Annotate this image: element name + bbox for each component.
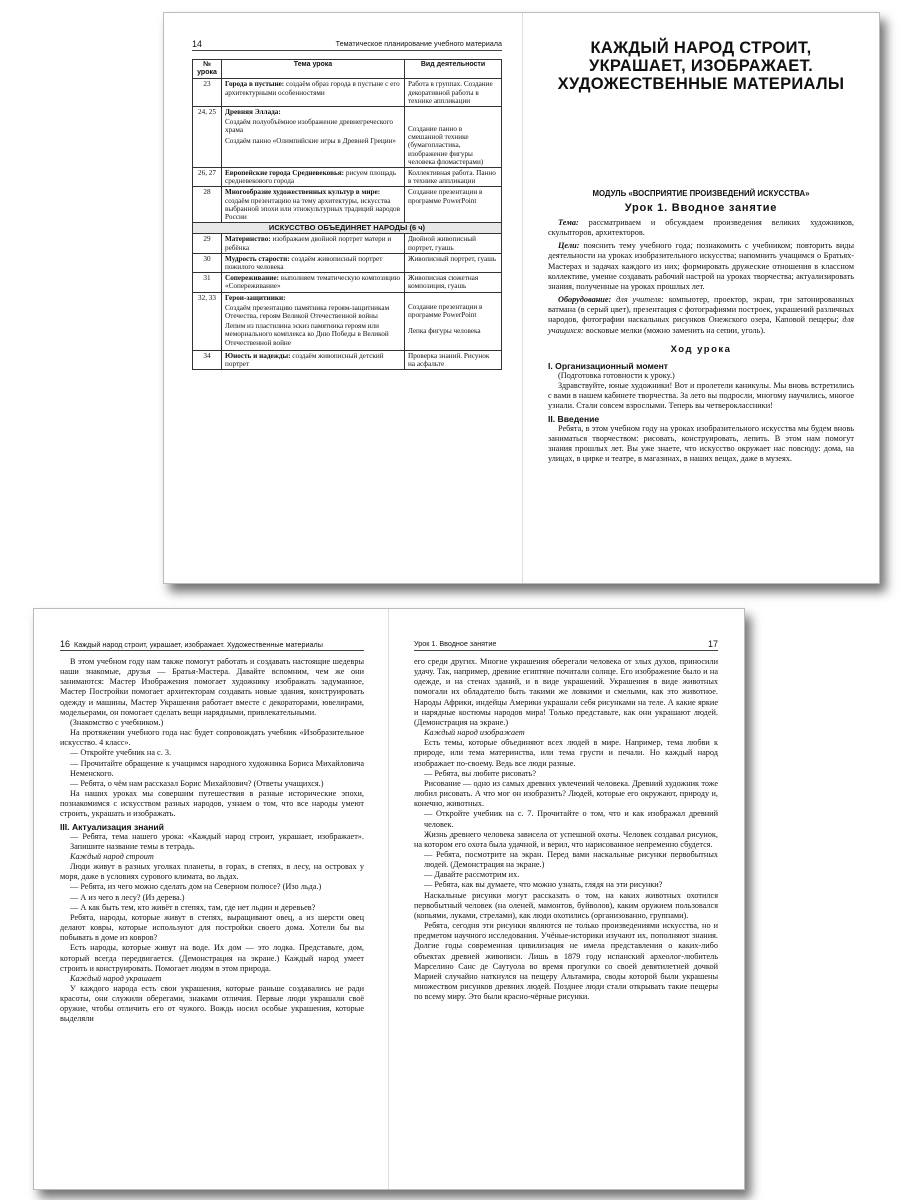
celi-label: Цели: xyxy=(558,241,580,251)
topic-title: Герои-защитники: xyxy=(225,293,286,302)
chapter-title: КАЖДЫЙ НАРОД СТРОИТ, УКРАШАЕТ, ИЗОБРАЖАЕТ. ХУДОЖЕСТВЕННЫЕ МАТЕРИАЛЫ xyxy=(557,39,845,93)
lesson-topic xyxy=(222,187,405,223)
page-17-header xyxy=(414,639,718,651)
lesson-activity: Проверка знаний. Рисунок на асфальте xyxy=(405,350,502,369)
dialogue-line: — Откройте учебник на с. 3. xyxy=(70,748,172,758)
page-17-text xyxy=(414,657,718,1002)
lesson-title: Урок 1. Вводное занятие xyxy=(624,202,778,214)
paragraph: В этом учебном году нам также помогут работать и создавать настоящие шедевры наши знакомые, друзья — Братья-Мастера. Давайте вспомним, чем же они занимаются: Мастер Изображения помогает художнику изображать задуманное, Мастер Постройки помогает архитекторам создавать новые здания, конструировать одежду и машины, Мастер Украшения работает вместе с декораторами, ювелирами, модельерами, он помогает сделать вещи нарядными, привлекательными. xyxy=(60,657,364,717)
topic-title: Мудрость старости: xyxy=(225,254,290,263)
section-heading: I. Организационный момент xyxy=(548,360,668,371)
lesson-number: 28 xyxy=(193,187,222,223)
lesson-activity: Работа в группах. Создание декоративной работы в технике аппликации xyxy=(405,79,502,107)
paragraph: (Подготовка готовности к уроку.) xyxy=(558,370,675,380)
paragraph: Ребята, народы, которые живут в степях, выращивают овец, а из шерсти овец делают ковры, которые используют для постройки своего дома. Хотели бы вы побывать в доме из ковров? xyxy=(60,912,364,943)
dialogue-line: — Ребята, посмотрите на экран. Перед вами наскальные рисунки первобытных людей. (Демонстрация на экране.) xyxy=(424,849,718,870)
lesson-topic xyxy=(222,350,405,369)
lesson-number: 31 xyxy=(193,273,222,292)
paragraph: У каждого народа есть свои украшения, которые раньше создавались не ради красоты, они служили оберегами, знаками отличия. Первые люди украшали своё оружие, чтобы отличить его от чужого. Вождь носил особые украшения, которые выделяли xyxy=(60,984,364,1024)
lesson-number: 30 xyxy=(193,253,222,272)
table-row xyxy=(193,187,502,223)
table-row xyxy=(193,107,502,168)
table-header: № урока xyxy=(193,60,222,79)
section-heading: II. Введение xyxy=(548,413,600,424)
topic-text: выполняем тематическую композицию «Сопереживание» xyxy=(225,274,401,291)
topic-text: Создаём полуобъёмное изображение древнегреческого храма xyxy=(225,118,393,135)
module-title: МОДУЛЬ «ВОСПРИЯТИЕ ПРОИЗВЕДЕНИЙ ИСКУССТВА» xyxy=(592,189,810,198)
paragraph: Наскальные рисунки могут рассказать о том, на каких животных охотился первобытный человек (на оленей, мамонтов, буйволов), каким оружием пользовался (копьями, луками, стрелами), как люди охотились (организованно, группами). xyxy=(414,890,718,920)
lesson-plan-table xyxy=(192,59,502,370)
page-15 xyxy=(548,39,854,583)
dialogue-line: — Прочитайте обращение к учащимся народного художника Бориса Михайловича Неменского. xyxy=(70,758,364,778)
page-14-header xyxy=(192,39,502,51)
lesson-topic xyxy=(222,79,405,107)
running-head: Тематическое планирование учебного материала xyxy=(335,39,502,48)
tema-text: рассматриваем и обсуждаем произведения великих художников, скульпторов, архитекторов. xyxy=(548,218,854,238)
equipment-label: Оборудование: xyxy=(558,295,612,305)
paragraph: Люди живут в разных уголках планеты, в горах, в степях, в лесу, на островах у моря, даже в условиях сурового климата, во льдах. xyxy=(60,862,364,882)
topic-title: Древняя Эллада: xyxy=(225,108,281,117)
page-16-header xyxy=(60,639,364,651)
dialogue-line: — Ребята, вы любите рисовать? xyxy=(424,768,537,778)
dialogue-line: — А как быть тем, кто живёт в степях, там, где нет льдин и деревьев? xyxy=(70,902,316,912)
paragraph: Есть темы, которые объединяют всех людей в мире. Например, тема любви к природе, или тема материнства, или тема грусти и печали. Но каждый народ изображает по-своему. Ведь все люди разные. xyxy=(414,738,718,768)
page-16 xyxy=(60,639,364,1189)
topic-title: Города в пустыне: xyxy=(225,80,285,89)
subheading: Каждый народ украшает xyxy=(70,973,162,983)
paragraph: Рисование — одно из самых древних увлечений человека. Древний художник тоже любил рисовать. А что мог он изобразить? Людей, которые его окружают, природу и, конечно, животных. xyxy=(414,778,718,809)
table-row xyxy=(193,79,502,107)
bottom-spread xyxy=(33,608,745,1190)
equipment-text: компьютер, проектор, экран, три затонированных ватмана (в серый цвет), презентация с фотографиями построек, украшений различных народов, фотографии наскальных рисунков Онежского озера, Каповой пещеры; xyxy=(548,295,855,325)
paragraph: Здравствуйте, юные художники! Вот и пролетели каникулы. Мы вновь встретились с вами в нашем кабинете творчества. За лето вы подросли, многому научились, многое узнали. Стали совсем взрослыми. Теперь вы четвероклассники! xyxy=(548,381,854,411)
top-spread xyxy=(163,12,880,584)
tema-label: Тема: xyxy=(558,218,579,227)
lesson-topic xyxy=(222,292,405,350)
lesson-number: 24, 25 xyxy=(193,107,222,168)
paragraph: Ребята, в этом учебном году на уроках изобразительного искусства мы будем вновь заниматься творчеством: рисовать, конструировать, лепить. В этом нам помогут знания прошлых лет. Вы уже знаете, что искусство окружает нас повсюду: дома, на улицах, в цирке и театре, в магазинах, в наших вещах, даже в музеях. xyxy=(548,423,854,464)
paragraph: На протяжении учебного года нас будет сопровождать учебник «Изобразительное искусство. 4 класс». xyxy=(60,728,364,748)
table-row xyxy=(193,234,502,253)
paragraph: (Знакомство с учебником.) xyxy=(70,717,164,727)
page-17 xyxy=(414,639,718,1189)
table-row xyxy=(193,168,502,187)
topic-text: создаём образ города в пустыне с его архитектурными особенностями xyxy=(225,80,400,97)
lesson-number: 23 xyxy=(193,79,222,107)
table-header: Тема урока xyxy=(222,60,405,79)
lesson-number: 29 xyxy=(193,234,222,253)
celi-text: пояснить тему учебного года; познакомить с учебником; повторить виды деятельности на уроках изобразительного искусства; напомнить учащимся о Братьях-Мастерах и задачах каждого из них; формировать дружеские отношения в классном коллективе, умение создавать рабочий настрой на уроках творчества; актуализировать знания, полученные на уроках прошлых лет. xyxy=(548,241,854,291)
dialogue-line: — Откройте учебник на с. 7. Прочитайте о том, что и как изображал древний человек. xyxy=(424,809,718,829)
lesson-activity: Двойной живописный портрет, гуашь xyxy=(405,234,502,253)
lesson-intro xyxy=(548,218,854,336)
running-head: Каждый народ строит, украшает, изображает. Художественные материалы xyxy=(74,640,323,649)
paragraph: Есть народы, которые живут на воде. Их дом — это лодка. Представьте, дом, который всегда передвигается. (Демонстрация на экране.) Каждый народ умеет строить и конструировать. Помогает людям в этом природа. xyxy=(60,943,364,973)
dialogue-line: — Ребята, из чего можно сделать дом на Северном полюсе? (Изо льда.) xyxy=(70,882,322,892)
topic-text: Лепим из пластилина эскиз памятника героям или мемориального комплекса ко Дню Победы в Великой Отечественной войне xyxy=(225,322,389,347)
dialogue-line: — Ребята, как вы думаете, что можно узнать, глядя на эти рисунки? xyxy=(424,880,663,890)
lesson-activity: Живописный портрет, гуашь xyxy=(405,253,502,272)
lesson-activity: Коллективная работа. Панно в технике аппликации xyxy=(405,168,502,187)
topic-text: Создаём панно «Олимпийские игры в Древней Греции» xyxy=(225,136,397,145)
lesson-topic xyxy=(222,253,405,272)
page-16-text xyxy=(60,657,364,1025)
course-heading: Ход урока xyxy=(670,343,732,355)
page-number: 16 xyxy=(60,639,71,649)
page-14 xyxy=(192,39,502,583)
equipment-students: для учащихся: xyxy=(548,315,855,335)
section-row xyxy=(193,223,502,234)
topic-title: Юность и надежды: xyxy=(225,351,291,360)
page-gutter xyxy=(522,13,523,583)
lesson-body xyxy=(548,361,854,465)
topic-text: создаём живописный детский портрет xyxy=(225,351,384,369)
table-header: Вид деятельности xyxy=(405,60,502,79)
topic-text: Создаём презентацию памятника героям-защитникам Отечества, героям Великой Отечественной войны xyxy=(225,303,390,321)
table-row xyxy=(193,292,502,350)
lesson-activity: Создание презентации в программе PowerPoint xyxy=(405,187,502,223)
lesson-topic xyxy=(222,273,405,292)
dialogue-line: — Ребята, тема нашего урока: «Каждый народ строит, украшает, изображает». Запишите название темы в тетрадь. xyxy=(70,831,364,851)
page-number: 17 xyxy=(707,639,718,649)
paragraph: На наших уроках мы совершим путешествия в разные исторические эпохи, познакомимся с искусством разных народов, узнаем о том, что все народы умеют строить, украшать и изображать. xyxy=(60,789,364,819)
topic-title: Европейские города Средневековья: xyxy=(225,169,345,178)
dialogue-line: — Ребята, о чём нам рассказал Борис Михайлович? (Ответы учащихся.) xyxy=(70,778,324,788)
lesson-number: 34 xyxy=(193,350,222,369)
lesson-activity: Создание панно в смешанной технике (бумагопластика, изображение фигуры человека фломастерами) xyxy=(405,107,502,168)
paragraph: Жизнь древнего человека зависела от успешной охоты. Человек создавал рисунок, на котором его охота была удачной, и верил, что нарисованное непременно сбудется. xyxy=(414,829,718,849)
page-number: 14 xyxy=(192,39,203,49)
lesson-topic xyxy=(222,168,405,187)
running-head: Урок 1. Вводное занятие xyxy=(414,639,497,648)
table-row xyxy=(193,273,502,292)
table-row xyxy=(193,253,502,272)
page-gutter xyxy=(388,609,389,1189)
subheading: Каждый народ строит xyxy=(70,851,154,861)
lesson-activity: Живописная сюжетная композиция, гуашь xyxy=(405,273,502,292)
section-title: ИСКУССТВО ОБЪЕДИНЯЕТ НАРОДЫ (6 ч) xyxy=(193,223,502,234)
lesson-number: 26, 27 xyxy=(193,168,222,187)
paragraph: его среди других. Многие украшения оберегали человека от злых духов, приносили удачу. Так, например, древние египтяне почитали солнце. Его изображение было и на одежде, и на стенах зданий, и в виде украшений. Украшения в виде животных помогали их обладателю быть такими же ловкими и смелыми, как это животное. Народы Африки, индейцы Америки украшали себя рисунками на теле. А какие яркие и нарядные костюмы народов мира! Только представьте, как они украшают людей. (Демонстрация на экране.) xyxy=(414,657,718,727)
dialogue-line: — А из чего в лесу? (Из дерева.) xyxy=(70,892,185,902)
dialogue-line: — Давайте рассмотрим их. xyxy=(424,870,520,880)
table-row xyxy=(193,350,502,369)
topic-title: Многообразие художественных культур в мире: xyxy=(225,188,381,197)
lesson-topic xyxy=(222,234,405,253)
lesson-number: 32, 33 xyxy=(193,292,222,350)
topic-title: Материнство: xyxy=(225,235,271,244)
topic-text: создаём живописный портрет пожилого человека xyxy=(225,254,383,272)
lesson-activity: Создание презентации в программе PowerPoint Лепка фигуры человека xyxy=(405,292,502,350)
topic-text: создаём презентацию на тему архитектуры, искусства выбранной эпохи или этнокультурных традиций народов России xyxy=(225,196,400,222)
section-heading: III. Актуализация знаний xyxy=(60,821,164,832)
paragraph: Ребята, сегодня эти рисунки являются не только произведениями искусства, но и предметом научного исследования. Учёные-историки изучают их, пополняют знания. Долгие годы современная цивилизация не имела представления о каких-либо объектах древней живописи. Лишь в 1879 году испанский археолог-любитель Марселино Санс де Саутуола во время прогулки со своей девятилетней дочкой Марией случайно наткнулся на пещеру Альтамира, своды которой были украшены множеством рисунков древних людей. Позднее люди стали открывать такие пещеры по всему миру. Это были красно-чёрные рисунки. xyxy=(414,921,718,1002)
lesson-topic xyxy=(222,107,405,168)
equipment-text-2: восковые мелки (можно заменить на сепии, уголь). xyxy=(583,325,766,335)
table-header-row xyxy=(193,60,502,79)
topic-title: Сопереживание: xyxy=(225,274,279,283)
topic-text: изображаем двойной портрет матери и ребёнка xyxy=(225,235,392,252)
equipment-teacher: для учителя: xyxy=(611,295,664,305)
subheading: Каждый народ изображает xyxy=(424,728,525,738)
topic-text: рисуем площадь средневекового города xyxy=(225,169,397,186)
